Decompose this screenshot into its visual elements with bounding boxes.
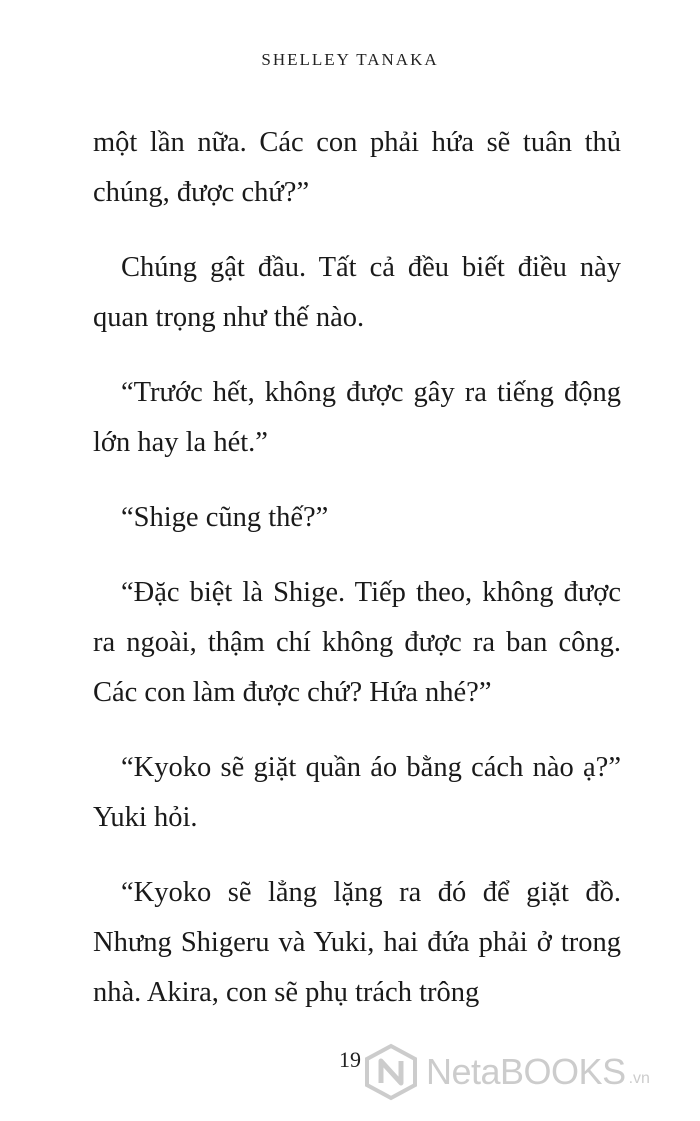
paragraph (93, 118, 621, 218)
paragraph (93, 868, 621, 1018)
page-number: 19 (339, 1047, 361, 1072)
paragraph-text: Chúng gật đầu. Tất cả đều biết điều này quan trọng như thế nào. (93, 252, 621, 333)
paragraph-text: “Shige cũng thế?” (121, 502, 329, 533)
running-header: SHELLEY TANAKA (261, 50, 439, 69)
netabooks-logo-icon (362, 1043, 420, 1101)
watermark-tld: .vn (628, 1070, 650, 1087)
paragraph-text: “Kyoko sẽ lẳng lặng ra đó để giặt đồ. Nhưng Shigeru và Yuki, hai đứa phải ở trong nhà. Akira, con sẽ phụ trách trông (93, 877, 621, 1008)
paragraph (93, 243, 621, 343)
paragraph-text: “Kyoko sẽ giặt quần áo bằng cách nào ạ?” Yuki hỏi. (93, 752, 621, 833)
paragraph-text: “Trước hết, không được gây ra tiếng động lớn hay la hét.” (93, 377, 621, 458)
paragraph (93, 743, 621, 843)
page-body (93, 118, 621, 1043)
paragraph (93, 493, 621, 543)
paragraph (93, 368, 621, 468)
paragraph (93, 568, 621, 718)
watermark (362, 1040, 650, 1104)
paragraph-text: “Đặc biệt là Shige. Tiếp theo, không được ra ngoài, thậm chí không được ra ban công. Các con làm được chứ? Hứa nhé?” (93, 577, 621, 708)
watermark-brand: NetaBOOKS (426, 1051, 626, 1092)
paragraph-text: một lần nữa. Các con phải hứa sẽ tuân thủ chúng, được chứ?” (93, 127, 621, 208)
